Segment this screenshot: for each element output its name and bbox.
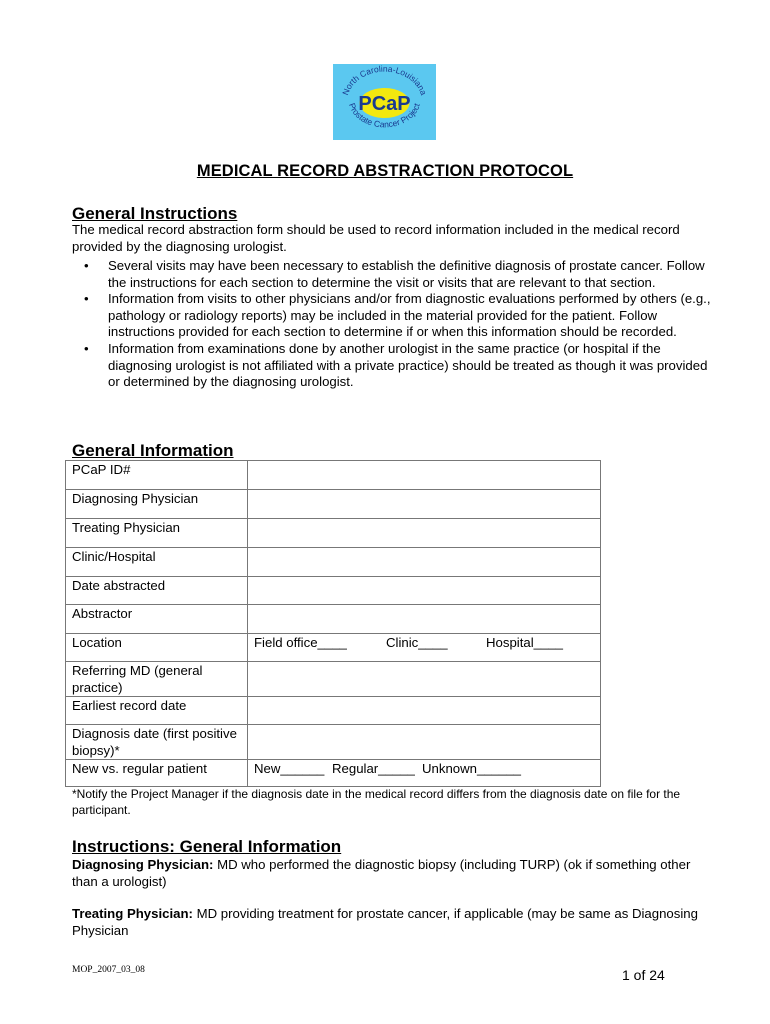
unknown-option[interactable]: Unknown______ — [422, 761, 521, 777]
row-label: Clinic/Hospital — [66, 548, 248, 577]
entry-cell[interactable] — [248, 519, 601, 548]
page-title: MEDICAL RECORD ABSTRACTION PROTOCOL — [196, 162, 574, 180]
page-number: 1 of 24 — [622, 967, 665, 983]
general-information-heading: General Information — [72, 441, 234, 460]
row-label: PCaP ID# — [66, 461, 248, 490]
new-option[interactable]: New______ — [254, 761, 325, 777]
row-label: Abstractor — [66, 605, 248, 634]
table-row — [66, 461, 601, 490]
diagnosis-date-footnote: *Notify the Project Manager if the diagnosis date in the medical record differs from the diagnosis date on file for the participant. — [72, 787, 681, 817]
table-row — [66, 548, 601, 577]
pcap-logo — [333, 64, 436, 140]
row-label: Earliest record date — [66, 697, 248, 725]
diagnosing-physician-definition — [72, 857, 712, 890]
bullet-icon: • — [84, 340, 89, 356]
logo-center-text: PCaP — [358, 93, 411, 115]
definition-text: MD who performed the diagnostic biopsy (including TURP) (ok if something other than a urologist) — [72, 857, 691, 889]
bullet-text: Information from visits to other physicians and/or from diagnostic evaluations performed by others (e.g., pathology or radiology reports) may be included in the material provided for the patient. Follow instructions provided for each section to determine if or when this information should be recorded. — [108, 291, 711, 340]
row-label: Location — [66, 634, 248, 662]
row-label: Date abstracted — [66, 577, 248, 605]
hospital-option[interactable]: Hospital____ — [486, 635, 563, 650]
regular-option[interactable]: Regular_____ — [332, 761, 415, 777]
table-row — [66, 577, 601, 605]
treating-physician-definition — [72, 906, 712, 939]
general-instructions-list — [72, 258, 712, 391]
list-item — [72, 291, 712, 341]
definition-term: Treating Physician: — [72, 906, 193, 921]
entry-cell[interactable] — [248, 697, 601, 725]
entry-cell[interactable] — [248, 725, 601, 760]
row-label: New vs. regular patient — [66, 760, 248, 787]
pcap-logo-graphic — [333, 64, 436, 140]
instructions-general-information-heading: Instructions: General Information — [72, 837, 342, 856]
entry-cell[interactable] — [248, 577, 601, 605]
row-label: Diagnosing Physician — [66, 490, 248, 519]
entry-cell[interactable] — [248, 461, 601, 490]
bullet-text: Several visits may have been necessary to establish the definitive diagnosis of prostate cancer. Follow the instructions for each section to determine the visit or visits that are relevant to that section. — [108, 258, 705, 290]
row-label: Referring MD (general practice) — [66, 662, 248, 697]
logo-top-arc-text: North Carolina-Louisiana — [340, 64, 429, 97]
document-code: MOP_2007_03_08 — [72, 965, 145, 975]
bullet-icon: • — [84, 258, 89, 273]
row-label: Treating Physician — [66, 519, 248, 548]
entry-cell[interactable] — [248, 490, 601, 519]
general-instructions-intro: The medical record abstraction form should be used to record information included in the medical record provided by the diagnosing urologist. — [72, 222, 680, 254]
table-row — [66, 519, 601, 548]
table-row — [66, 725, 601, 760]
patient-type-options-cell — [248, 760, 601, 787]
table-row — [66, 490, 601, 519]
table-row — [66, 605, 601, 634]
general-information-table — [65, 460, 601, 787]
entry-cell[interactable] — [248, 662, 601, 697]
table-row — [66, 634, 601, 662]
entry-cell[interactable] — [248, 548, 601, 577]
entry-cell[interactable] — [248, 605, 601, 634]
field-office-option[interactable]: Field office____ — [254, 635, 347, 650]
bullet-icon: • — [84, 291, 89, 307]
clinic-option[interactable]: Clinic____ — [386, 635, 448, 650]
list-item — [72, 341, 712, 391]
list-item — [72, 258, 712, 291]
definition-text: MD providing treatment for prostate cancer, if applicable (may be same as Diagnosing Physician — [72, 906, 698, 938]
row-label: Diagnosis date (first positive biopsy)* — [66, 725, 248, 760]
table-row — [66, 662, 601, 697]
table-row — [66, 760, 601, 787]
logo-bottom-arc-text: Prostate Cancer Project — [347, 101, 422, 130]
definition-term: Diagnosing Physician: — [72, 857, 214, 872]
table-row — [66, 697, 601, 725]
bullet-text: Information from examinations done by another urologist in the same practice (or hospital if the diagnosing urologist is not affiliated with a private practice) should be treated as though it was provided or determined by the diagnosing urologist. — [108, 340, 708, 390]
general-instructions-heading: General Instructions — [72, 204, 238, 223]
location-options-cell — [248, 634, 601, 662]
